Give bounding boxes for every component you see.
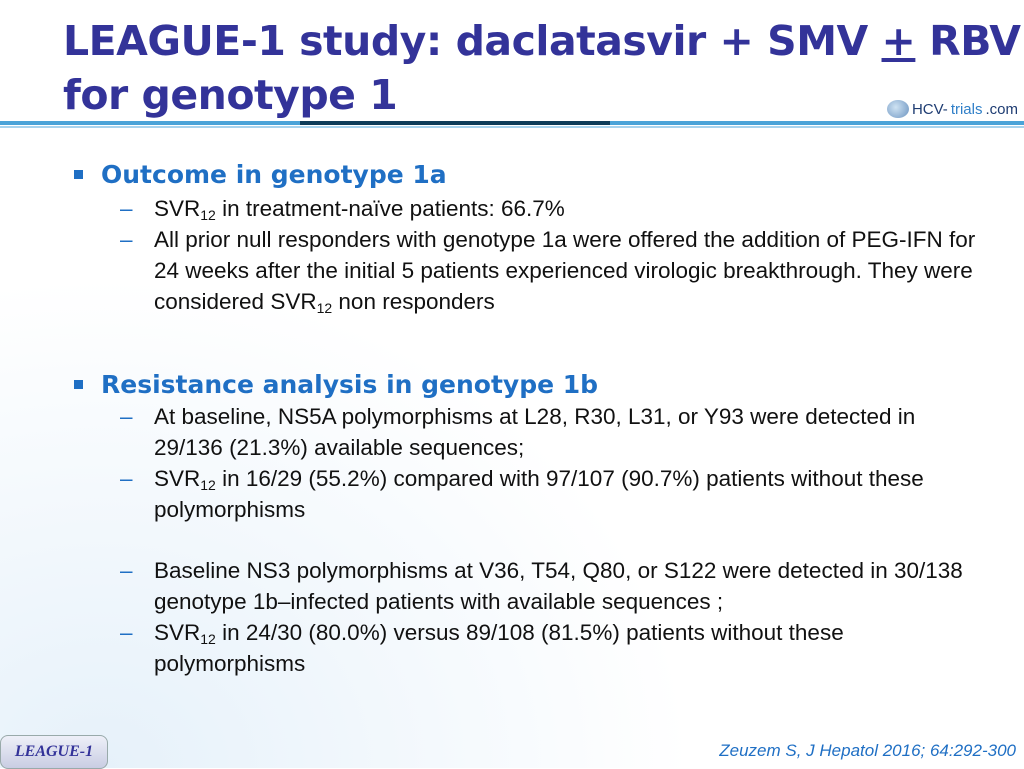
item-text: SVR bbox=[154, 466, 201, 491]
list-item bbox=[74, 224, 984, 317]
item-text: in treatment-naïve patients: 66.7% bbox=[215, 196, 565, 221]
subscript: 12 bbox=[200, 477, 216, 493]
title-text: LEAGUE-1 study: daclatasvir + SMV bbox=[63, 17, 882, 65]
dash-bullet: – bbox=[120, 227, 133, 252]
logo-text: HCV- bbox=[911, 100, 948, 118]
plus-minus: + bbox=[881, 17, 916, 65]
header-divider bbox=[0, 121, 1024, 128]
item-text: SVR bbox=[154, 196, 201, 221]
list-item bbox=[74, 617, 984, 679]
heading-text: Resistance analysis in genotype 1b bbox=[101, 370, 599, 399]
logo-text: trials bbox=[950, 100, 983, 118]
item-text: in 24/30 (80.0%) versus 89/108 (81.5%) patients without these polymorphisms bbox=[154, 620, 844, 676]
section-genotype-1a bbox=[74, 160, 984, 317]
item-text: At baseline, NS5A polymorphisms at L28, R30, L31, or Y93 were detected in 29/136 (21.3%) available sequences; bbox=[154, 404, 916, 460]
subscript: 12 bbox=[316, 300, 333, 316]
list-item bbox=[74, 463, 984, 525]
dash-bullet: – bbox=[120, 558, 133, 583]
item-text: SVR bbox=[154, 620, 201, 645]
dash-bullet: – bbox=[120, 466, 133, 491]
section-genotype-1b bbox=[74, 370, 984, 679]
bullet-square-icon bbox=[74, 380, 83, 389]
list-item bbox=[74, 555, 984, 617]
slide-title bbox=[63, 14, 1021, 122]
subscript: 12 bbox=[200, 207, 216, 223]
item-text: non responders bbox=[332, 289, 495, 314]
section-heading bbox=[74, 370, 984, 399]
study-tag: LEAGUE-1 bbox=[0, 735, 108, 769]
logo-icon bbox=[887, 100, 909, 118]
item-text: Baseline NS3 polymorphisms at V36, T54, Q80, or S122 were detected in 30/138 genotype 1b–infected patients with available sequences ; bbox=[154, 558, 963, 614]
bullet-square-icon bbox=[74, 170, 83, 179]
hcv-trials-logo bbox=[887, 100, 1018, 118]
subscript: 12 bbox=[200, 631, 216, 647]
list-item bbox=[74, 401, 984, 463]
item-text: All prior null responders with genotype 1a were offered the addition of PEG-IFN for 24 weeks after the initial 5 patients experienced virologic breakthrough. They were considered SVR bbox=[154, 227, 976, 314]
list-item bbox=[74, 193, 984, 224]
dash-bullet: – bbox=[120, 620, 133, 645]
logo-text: .com bbox=[985, 100, 1018, 118]
reference-citation: Zeuzem S, J Hepatol 2016; 64:292-300 bbox=[719, 741, 1016, 760]
dash-bullet: – bbox=[120, 196, 133, 221]
title-line2: for genotype 1 bbox=[63, 71, 398, 119]
item-text: in 16/29 (55.2%) compared with 97/107 (90.7%) patients without these polymorphisms bbox=[154, 466, 924, 522]
section-heading bbox=[74, 160, 984, 189]
dash-bullet: – bbox=[120, 404, 133, 429]
title-text: RBV bbox=[915, 17, 1021, 65]
heading-text: Outcome in genotype 1a bbox=[101, 160, 447, 189]
